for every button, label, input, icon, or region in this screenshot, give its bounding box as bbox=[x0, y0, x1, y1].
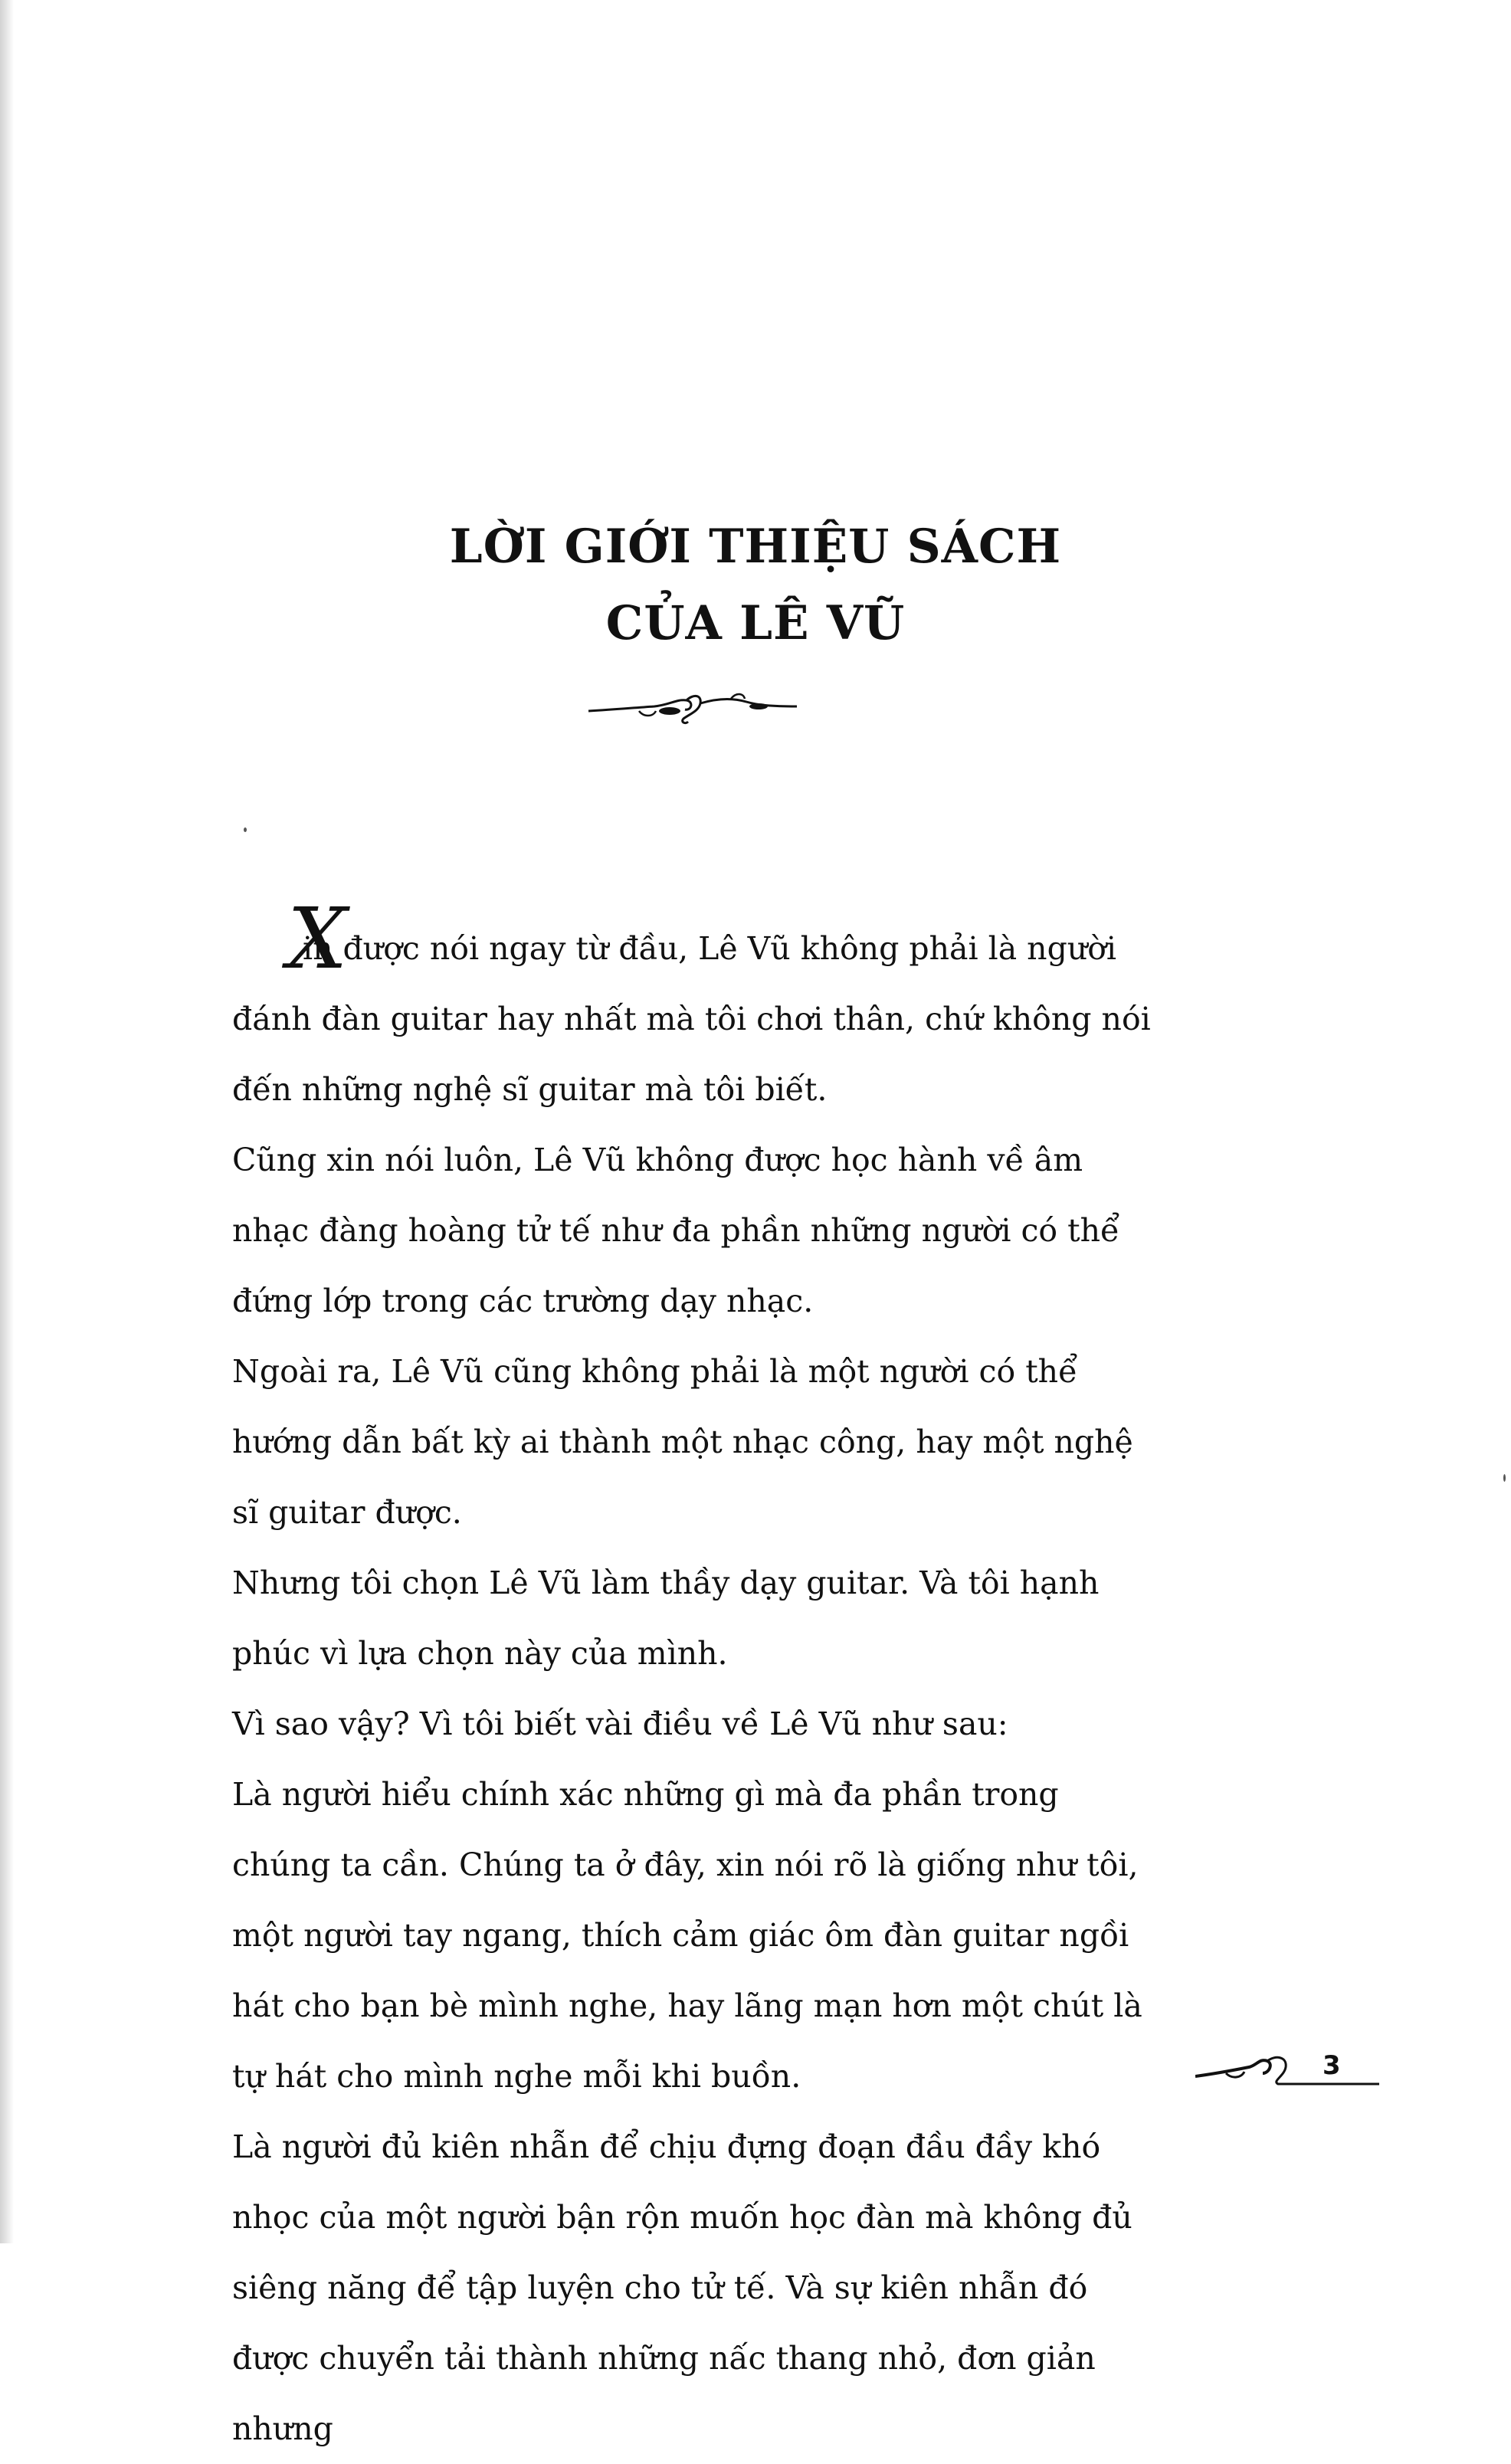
paragraph: Là người hiểu chính xác những gì mà đa phần trong chúng ta cần. Chúng ta ở đây, xin nói rõ là giống như tôi, một người tay ngang, thích cảm giác ôm đàn guitar ngồi hát cho bạn bè mình nghe, hay lãng mạn hơn một chút là tự hát cho mình nghe mỗi khi buồn. bbox=[232, 1776, 1142, 2095]
heading-line-2: CỦA LÊ VŨ bbox=[605, 596, 906, 650]
body-text bbox=[232, 890, 1158, 2464]
drop-cap: X bbox=[287, 890, 348, 988]
first-paragraph bbox=[232, 890, 1158, 1125]
scan-edge-shadow bbox=[0, 0, 14, 2243]
first-paragraph-rest: đánh đàn guitar hay nhất mà tôi chơi thân, chứ không nói đến những nghệ sĩ guitar mà tôi biết. bbox=[232, 1001, 1151, 1108]
paragraph: Vì sao vậy? Vì tôi biết vài điều về Lê Vũ như sau: bbox=[232, 1705, 1008, 1742]
paragraph: Nhưng tôi chọn Lê Vũ làm thầy dạy guitar. Và tôi hạnh phúc vì lựa chọn này của mình. bbox=[232, 1565, 1100, 1672]
heading-line-1: LỜI GIỚI THIỆU SÁCH bbox=[449, 519, 1062, 574]
vine-flourish-divider-icon bbox=[585, 688, 800, 726]
paragraph: Là người đủ kiên nhẫn để chịu đựng đoạn đầu đầy khó nhọc của một người bận rộn muốn học đàn mà không đủ siêng năng để tập luyện cho tử tế. Và sự kiên nhẫn đó được chuyển tải thành những nấc thang nhỏ, đơn giản nhưng bbox=[232, 2128, 1132, 2447]
scan-speck bbox=[244, 827, 247, 832]
paragraph: Ngoài ra, Lê Vũ cũng không phải là một người có thể hướng dẫn bất kỳ ai thành một nhạc công, hay một nghệ sĩ guitar được. bbox=[232, 1353, 1133, 1531]
scan-speck bbox=[1503, 1474, 1506, 1482]
paragraph: Cũng xin nói luôn, Lê Vũ không được học hành về âm nhạc đàng hoàng tử tế như đa phần những người có thể đứng lớp trong các trường dạy nhạc. bbox=[232, 1142, 1120, 1319]
flourish-folio-icon bbox=[1195, 2050, 1395, 2089]
page-number: 3 bbox=[1323, 2050, 1341, 2081]
first-line: in được nói ngay từ đầu, Lê Vũ không phải là người bbox=[303, 930, 1117, 967]
